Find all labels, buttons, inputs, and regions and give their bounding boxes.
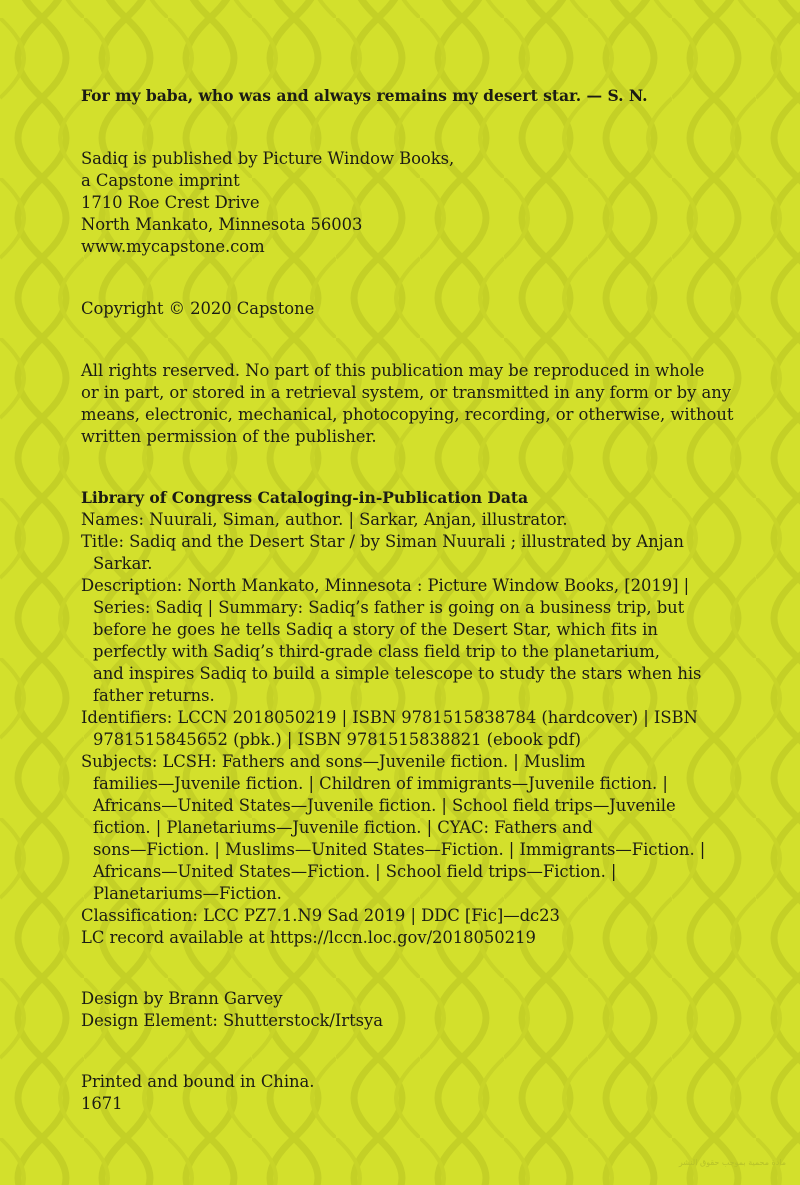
cip-subjects: Subjects: LCSH: Fathers and sons—Juvenile fiction. | Muslim bbox=[81, 752, 586, 771]
publisher-line: Sadiq is published by Picture Window Books, bbox=[81, 149, 455, 168]
cip-subjects-cont: fiction. | Planetariums—Juvenile fiction. | CYAC: Fathers and bbox=[93, 818, 593, 837]
cip-identifiers-cont: 9781515845652 (pbk.) | ISBN 9781515838821 (ebook pdf) bbox=[93, 730, 581, 749]
cip-title-cont: Sarkar. bbox=[93, 554, 153, 573]
publisher-website: www.mycapstone.com bbox=[81, 237, 265, 256]
cip-names: Names: Nuurali, Siman, author. | Sarkar, Anjan, illustrator. bbox=[81, 510, 568, 529]
design-credit: Design by Brann Garvey bbox=[81, 989, 283, 1008]
cip-subjects-cont: sons—Fiction. | Muslims—United States—Fiction. | Immigrants—Fiction. | bbox=[93, 840, 706, 859]
cip-classification: Classification: LCC PZ7.1.N9 Sad 2019 | DDC [Fic]—dc23 bbox=[81, 906, 560, 925]
design-element-credit: Design Element: Shutterstock/Irtsya bbox=[81, 1011, 383, 1030]
cip-subjects-cont: families—Juvenile fiction. | Children of immigrants—Juvenile fiction. | bbox=[93, 774, 668, 793]
copyright-watermark: مادة محمية بموجب حقوق النشر bbox=[678, 1158, 786, 1167]
publisher-address: 1710 Roe Crest Drive bbox=[81, 193, 260, 212]
cip-description: Description: North Mankato, Minnesota : Picture Window Books, [2019] | bbox=[81, 576, 690, 595]
cip-subjects-cont: Africans—United States—Fiction. | School field trips—Fiction. | bbox=[93, 862, 617, 881]
cip-description-cont: Series: Sadiq | Summary: Sadiq’s father is going on a business trip, but bbox=[93, 598, 685, 617]
cip-subjects-cont: Planetariums—Fiction. bbox=[93, 884, 282, 903]
printed-in: Printed and bound in China. bbox=[81, 1072, 315, 1091]
dedication: For my baba, who was and always remains my desert star. — S. N. bbox=[81, 86, 648, 105]
cip-description-cont: father returns. bbox=[93, 686, 215, 705]
cip-lc-record: LC record available at https://lccn.loc.gov/2018050219 bbox=[81, 928, 536, 947]
rights-line: means, electronic, mechanical, photocopying, recording, or otherwise, without bbox=[81, 405, 734, 424]
rights-line: All rights reserved. No part of this publication may be reproduced in whole bbox=[81, 361, 705, 380]
cip-description-cont: before he goes he tells Sadiq a story of the Desert Star, which fits in bbox=[93, 620, 658, 639]
publisher-line: a Capstone imprint bbox=[81, 171, 240, 190]
cip-identifiers: Identifiers: LCCN 2018050219 | ISBN 9781515838784 (hardcover) | ISBN bbox=[81, 708, 698, 727]
copyright-notice: Copyright © 2020 Capstone bbox=[81, 299, 315, 318]
cip-heading: Library of Congress Cataloging-in-Publication Data bbox=[81, 488, 529, 507]
cip-description-cont: and inspires Sadiq to build a simple telescope to study the stars when his bbox=[93, 664, 702, 683]
rights-line: or in part, or stored in a retrieval system, or transmitted in any form or by any bbox=[81, 383, 731, 402]
print-number: 1671 bbox=[81, 1094, 123, 1113]
cip-subjects-cont: Africans—United States—Juvenile fiction. | School field trips—Juvenile bbox=[93, 796, 676, 815]
cip-title: Title: Sadiq and the Desert Star / by Siman Nuurali ; illustrated by Anjan bbox=[81, 532, 684, 551]
publisher-city: North Mankato, Minnesota 56003 bbox=[81, 215, 363, 234]
rights-line: written permission of the publisher. bbox=[81, 427, 377, 446]
cip-description-cont: perfectly with Sadiq’s third-grade class field trip to the planetarium, bbox=[93, 642, 660, 661]
